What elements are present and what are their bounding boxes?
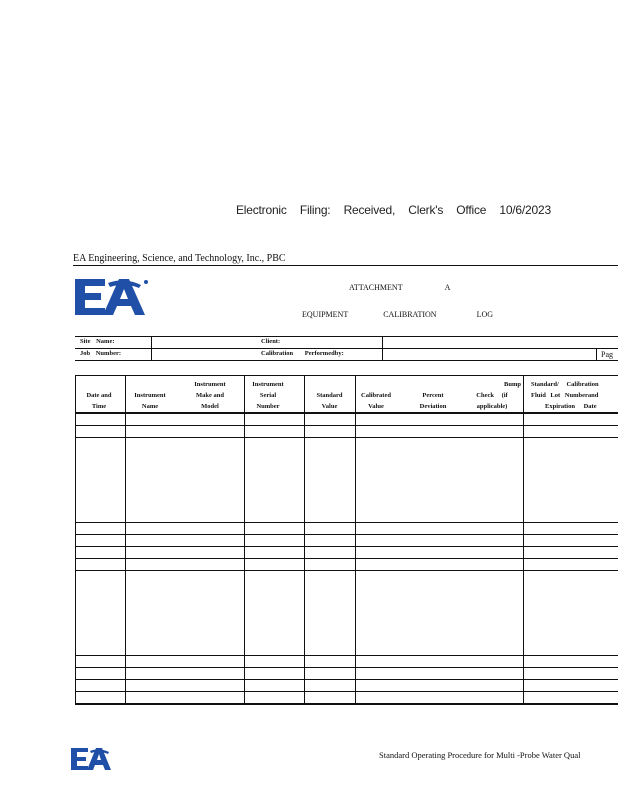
header-instrument-make-model bbox=[178, 378, 242, 412]
header-line: Time bbox=[91, 403, 107, 410]
header-line: Check (if bbox=[476, 392, 508, 399]
table-row-line bbox=[75, 425, 618, 426]
header-line: Fluid Lot Numberand bbox=[531, 392, 599, 399]
header-line: Instrument bbox=[194, 381, 226, 388]
table-column-line bbox=[244, 375, 245, 704]
filing-stamp: Electronic Filing: Received, Clerk's Office 10/6/2023 bbox=[236, 203, 551, 217]
header-line: Number bbox=[256, 403, 280, 410]
info-divider bbox=[151, 336, 152, 361]
header-line: Expiration Date bbox=[545, 403, 597, 410]
table-column-line bbox=[523, 375, 524, 704]
header-bump-check bbox=[463, 378, 521, 412]
header-line: Name bbox=[141, 403, 159, 410]
table-row-line bbox=[75, 679, 618, 680]
log-title bbox=[302, 310, 493, 319]
header-line: Value bbox=[368, 403, 384, 410]
table-row-line bbox=[75, 570, 618, 571]
company-name: EA Engineering, Science, and Technology, Inc., PBC bbox=[73, 253, 286, 264]
header-line: Standard bbox=[316, 392, 343, 399]
ea-footer-logo-icon bbox=[71, 748, 113, 770]
page-label: Pag bbox=[601, 350, 613, 359]
table-column-line bbox=[304, 375, 305, 704]
table-row-line bbox=[75, 667, 618, 668]
table-bottom-rule bbox=[75, 703, 618, 705]
header-line: Make and bbox=[196, 392, 224, 399]
header-instrument-name bbox=[125, 378, 175, 412]
attachment-word: ATTACHMENT bbox=[349, 283, 403, 292]
footer-sop-title: Standard Operating Procedure for Multi -Probe Water Qual bbox=[379, 750, 581, 760]
header-fluid-lot-expiration bbox=[525, 378, 618, 412]
header-line: applicable) bbox=[476, 403, 508, 410]
info-top-rule bbox=[75, 336, 618, 337]
table-row-line bbox=[75, 558, 618, 559]
info-section bbox=[75, 336, 618, 361]
client-label: Client: bbox=[261, 338, 281, 345]
site-name-label: Site Name: bbox=[80, 338, 115, 345]
header-percent-deviation bbox=[405, 378, 461, 412]
log-title-calibration: CALIBRATION bbox=[383, 310, 437, 319]
header-calibrated-value bbox=[355, 378, 397, 412]
header-line: Instrument bbox=[134, 392, 166, 399]
header-line: Model bbox=[201, 403, 219, 410]
table-column-line bbox=[355, 375, 356, 704]
header-line: Calibrated bbox=[361, 392, 391, 399]
header-rule bbox=[73, 265, 618, 266]
info-bottom-rule bbox=[75, 360, 618, 361]
info-divider bbox=[382, 336, 383, 361]
header-line: Serial bbox=[259, 392, 277, 399]
table-row-line bbox=[75, 534, 618, 535]
table-top-rule bbox=[75, 375, 618, 376]
header-line: Value bbox=[321, 403, 338, 410]
log-title-log: LOG bbox=[476, 310, 494, 319]
ea-logo-icon bbox=[75, 279, 149, 315]
header-instrument-serial-number bbox=[244, 378, 292, 412]
job-number-label: Job Number: bbox=[80, 350, 122, 357]
table-row-line bbox=[75, 655, 618, 656]
header-date-time bbox=[75, 378, 123, 412]
table-header-rule bbox=[75, 412, 618, 414]
header-line: Percent bbox=[422, 392, 444, 399]
table-column-line bbox=[125, 375, 126, 704]
header-line: Standard/ Calibration bbox=[531, 381, 599, 388]
header-line: Bump bbox=[504, 381, 521, 388]
calibration-log-table bbox=[75, 375, 618, 705]
table-row-line bbox=[75, 437, 618, 438]
calibration-performed-by-label: Calibration Performedby: bbox=[261, 350, 344, 357]
table-row-line bbox=[75, 546, 618, 547]
info-divider bbox=[596, 348, 597, 361]
attachment-letter: A bbox=[444, 283, 451, 292]
header-line: Deviation bbox=[419, 403, 447, 410]
header-standard-value bbox=[304, 378, 355, 412]
table-row-line bbox=[75, 522, 618, 523]
log-title-equipment: EQUIPMENT bbox=[302, 310, 349, 319]
header-line: Date and bbox=[86, 392, 112, 399]
attachment-title bbox=[349, 283, 450, 292]
header-line: Instrument bbox=[252, 381, 284, 388]
info-mid-rule bbox=[75, 348, 618, 349]
table-row-line bbox=[75, 691, 618, 692]
table-column-line bbox=[75, 375, 76, 704]
